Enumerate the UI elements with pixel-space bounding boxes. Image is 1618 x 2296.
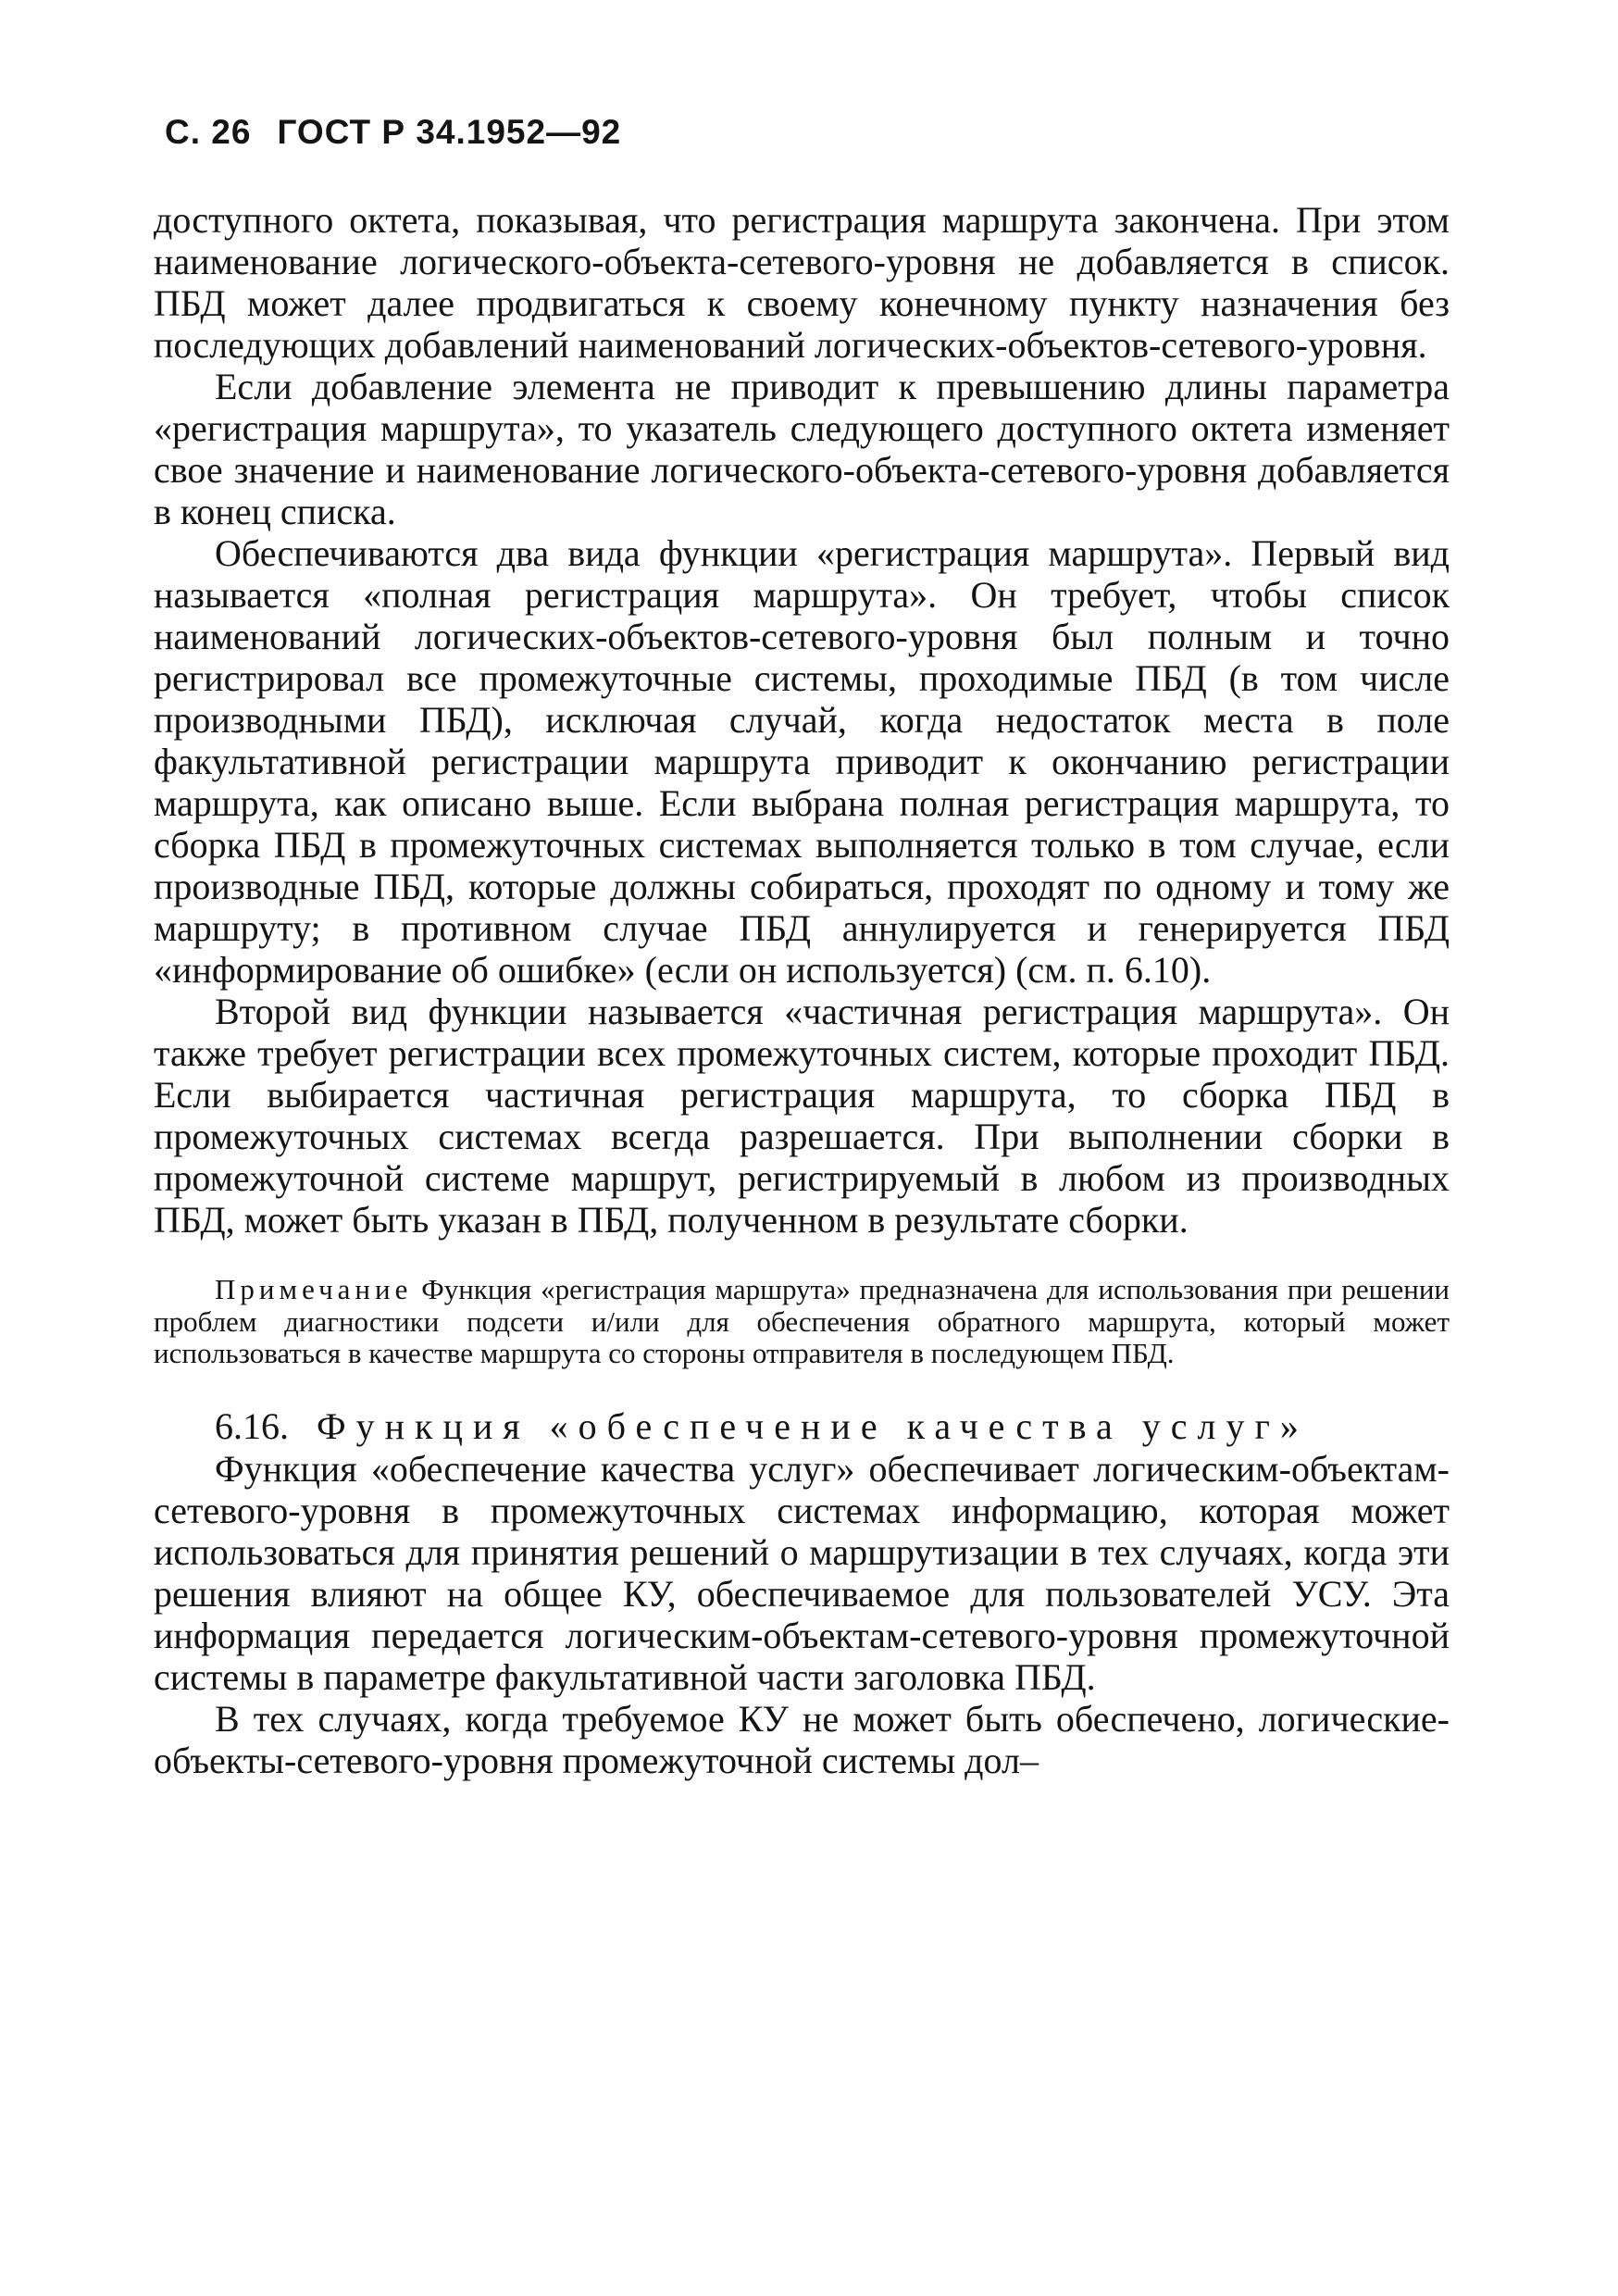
body-text xyxy=(154,199,1450,1781)
section-number: 6.16. xyxy=(215,1404,289,1447)
paragraph: Второй вид функции называется «частичная регистрация маршрута». Он также требует регистрации всех промежуточных систем, которые проходит ПБД. Если выбирается частичная регистрация маршрута, то сборка ПБД в промежуточных системах всегда разрешается. При выполнении сборки в промежуточной системе маршрут, регистрируемый в любом из производных ПБД, может быть указан в ПБД, полученном в результате сборки. xyxy=(154,991,1450,1241)
section-title: Функция «обеспечение качества услуг» xyxy=(317,1404,1309,1447)
paragraph: В тех случаях, когда требуемое КУ не может быть обеспечено, логические-объекты-сетевого-уровня промежуточной системы дол– xyxy=(154,1697,1450,1781)
note-label: Примечание xyxy=(215,1273,413,1305)
paragraph: Обеспечиваются два вида функции «регистрация маршрута». Первый вид называется «полная регистрация маршрута». Он требует, чтобы список наименований логических-объектов-сетевого-уровня был полным и точно регистрировал все промежуточные системы, проходимые ПБД (в том числе производными ПБД), исключая случай, когда недостаток места в поле факультативной регистрации маршрута приводит к окончанию регистрации маршрута, как описано выше. Если выбрана полная регистрация маршрута, то сборка ПБД в промежуточных системах выполняется только в том случае, если производные ПБД, которые должны собираться, проходят по одному и тому же маршруту; в противном случае ПБД аннулируется и генерируется ПБД «информирование об ошибке» (если он используется) (см. п. 6.10). xyxy=(154,532,1450,991)
paragraph-continuation: доступного октета, показывая, что регистрация маршрута закончена. При этом наименование логического-объекта-сетевого-уровня не добавляется в список. ПБД может далее продвигаться к своему конечному пункту назначения без последующих добавлений наименований логических-объектов-сетевого-уровня. xyxy=(154,199,1450,366)
standard-designation: ГОСТ Р 34.1952—92 xyxy=(277,113,622,151)
section-heading xyxy=(154,1405,1450,1448)
paragraph: Если добавление элемента не приводит к превышению длины параметра «регистрация маршрута», то указатель следующего доступного октета изменяет свое значение и наименование логического-объекта-сетевого-уровня добавляется в конец списка. xyxy=(154,366,1450,532)
page-number: С. 26 xyxy=(165,113,252,151)
note xyxy=(154,1274,1450,1370)
paragraph: Функция «обеспечение качества услуг» обеспечивает логическим-объектам-сетевого-уровня в промежуточных системах информацию, которая может использоваться для принятия решений о маршрутизации в тех случаях, когда эти решения влияют на общее КУ, обеспечиваемое для пользователей УСУ. Эта информация передается логическим-объектам-сетевого-уровня промежуточной системы в параметре факультативной части заголовка ПБД. xyxy=(154,1447,1450,1698)
note-text: Функция «регистрация маршрута» предназначена для использования при решении проблем диагностики подсети и/или для обеспечения обратного маршрута, который может использоваться в качестве маршрута со стороны отправителя в последующем ПБД. xyxy=(154,1273,1450,1369)
page-header xyxy=(165,113,647,152)
